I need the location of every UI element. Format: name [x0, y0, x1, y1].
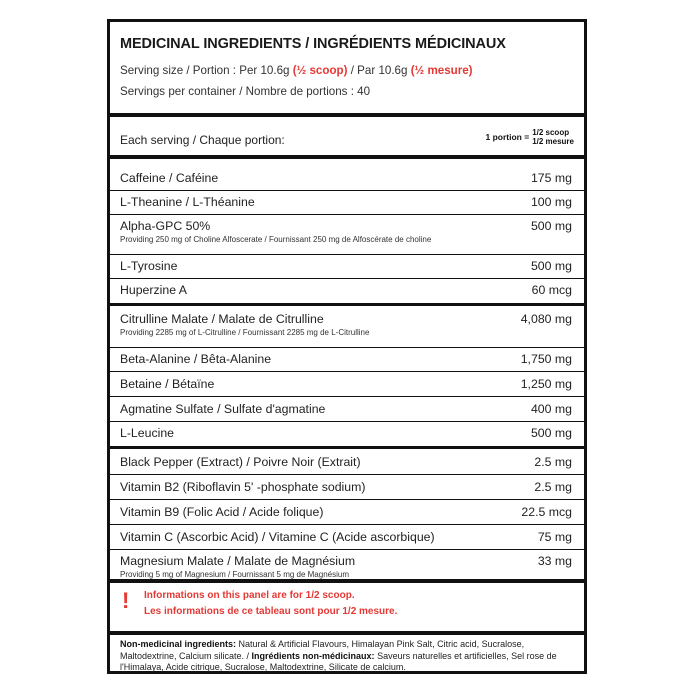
row-divider	[110, 214, 584, 215]
ingredient-name: Agmatine Sulfate / Sulfate d'agmatine	[120, 402, 326, 416]
serving-scoop: (½ scoop)	[292, 64, 348, 77]
ingredient-amount: 100 mg	[530, 195, 572, 209]
ingredient-amount: 400 mg	[530, 402, 572, 416]
ingredient-name: Vitamin B2 (Riboflavin 5' -phosphate sodium)	[120, 480, 366, 494]
ingredient-amount: 175 mg	[530, 171, 572, 185]
ingredient-note: Providing 5 mg of Magnesium / Fournissant 5 mg de Magnésium	[120, 570, 349, 579]
ingredient-amount: 2.5 mg	[534, 455, 572, 469]
ingredient-note: Providing 250 mg of Choline Alfoscerate / Fournissant 250 mg de Alfoscérate de choline	[120, 235, 432, 244]
ingredient-amount: 75 mg	[537, 530, 572, 544]
each-serving-label: Each serving / Chaque portion:	[120, 133, 285, 147]
thick-divider	[110, 631, 584, 635]
serving-size	[120, 64, 473, 77]
ingredient-amount: 60 mcg	[531, 283, 572, 297]
ingredient-name: L-Tyrosine	[120, 259, 178, 273]
serving-mesure: (½ mesure)	[410, 64, 473, 77]
portion-note-label: 1 portion =	[485, 132, 530, 142]
row-divider	[110, 371, 584, 372]
ingredient-name: Vitamin B9 (Folic Acid / Acide folique)	[120, 505, 324, 519]
serving-size-middle: / Par 10.6g	[350, 64, 408, 77]
exclamation-icon: !	[122, 588, 130, 613]
portion-note-scoop: 1/2 scoop	[532, 128, 570, 137]
section-divider	[110, 303, 584, 306]
panel-title: MEDICINAL INGREDIENTS / INGRÉDIENTS MÉDICINAUX	[120, 36, 506, 52]
row-divider	[110, 549, 584, 550]
non-medicinal-label-en: Non-medicinal ingredients:	[120, 639, 237, 649]
ingredient-amount: 500 mg	[530, 219, 572, 233]
thick-divider	[110, 113, 584, 117]
ingredient-name: Caffeine / Caféine	[120, 171, 219, 185]
non-medicinal-text-en: Natural & Artificial Flavours, Himalayan Pink Salt, Citric acid, Sucralose, Maltodextrine, Calcium silicate. /	[120, 639, 525, 661]
row-divider	[110, 396, 584, 397]
ingredient-amount: 1,250 mg	[520, 377, 572, 391]
section-divider	[110, 446, 584, 449]
ingredient-name: Magnesium Malate / Malate de Magnésium	[120, 554, 356, 568]
row-divider	[110, 499, 584, 500]
ingredient-name: Huperzine A	[120, 283, 187, 297]
non-medicinal-label-fr: Ingrédients non-médicinaux:	[251, 650, 375, 661]
row-divider	[110, 421, 584, 422]
ingredient-amount: 33 mg	[537, 554, 572, 568]
ingredient-note: Providing 2285 mg of L-Citrulline / Fournissant 2285 mg de L-Citrulline	[120, 328, 370, 337]
serving-size-prefix: Serving size / Portion : Per 10.6g	[120, 64, 290, 77]
non-medicinal-ingredients	[120, 639, 578, 674]
ingredient-name: Betaine / Bétaïne	[120, 377, 215, 391]
warning-line-fr: Les informations de ce tableau sont pour 1/2 mesure.	[144, 606, 398, 617]
ingredient-amount: 1,750 mg	[520, 352, 572, 366]
warning-line-en: Informations on this panel are for 1/2 scoop.	[144, 590, 355, 601]
ingredient-name: L-Leucine	[120, 426, 175, 440]
servings-per-container: Servings per container / Nombre de portions : 40	[120, 85, 371, 98]
ingredient-name: Black Pepper (Extract) / Poivre Noir (Extrait)	[120, 455, 361, 469]
ingredient-amount: 4,080 mg	[520, 312, 572, 326]
thick-divider	[110, 579, 584, 583]
ingredient-name: Beta-Alanine / Bêta-Alanine	[120, 352, 272, 366]
ingredient-name: L-Theanine / L-Théanine	[120, 195, 255, 209]
ingredient-panel	[107, 19, 587, 674]
ingredient-name: Vitamin C (Ascorbic Acid) / Vitamine C (Acide ascorbique)	[120, 530, 435, 544]
row-divider	[110, 278, 584, 279]
ingredient-name: Alpha-GPC 50%	[120, 219, 211, 233]
row-divider	[110, 474, 584, 475]
ingredient-amount: 22.5 mcg	[521, 505, 572, 519]
non-medicinal-text-fr: Saveurs naturelles et artificielles, Sel rose de l'Himalaya, Acide citrique, Sucralose, Maltodextrine, Silicate de calcium.	[120, 650, 557, 672]
ingredient-name: Citrulline Malate / Malate de Citrulline	[120, 312, 324, 326]
ingredient-amount: 500 mg	[530, 426, 572, 440]
portion-note-mesure: 1/2 mesure	[532, 137, 574, 146]
ingredient-amount: 2.5 mg	[534, 480, 572, 494]
thick-divider	[110, 155, 584, 159]
ingredient-amount: 500 mg	[530, 259, 572, 273]
row-divider	[110, 524, 584, 525]
portion-note-fraction	[532, 128, 574, 146]
row-divider	[110, 347, 584, 348]
portion-note	[486, 128, 575, 146]
row-divider	[110, 254, 584, 255]
row-divider	[110, 190, 584, 191]
